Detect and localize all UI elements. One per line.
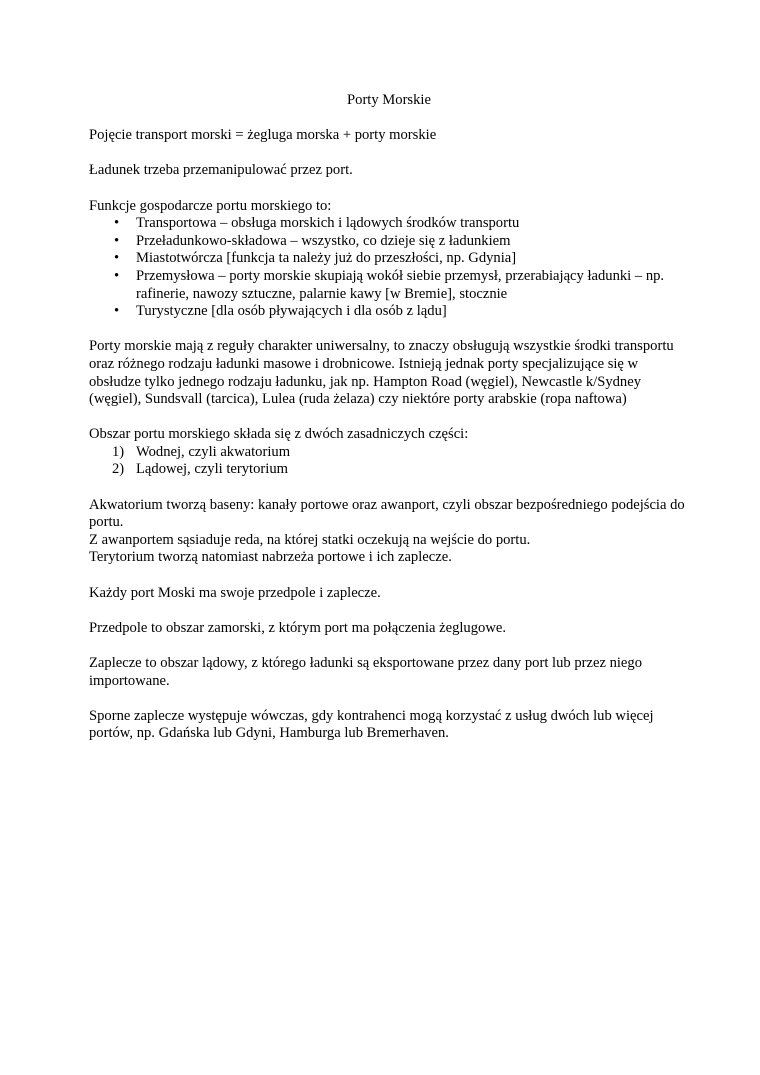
list-item <box>89 444 689 462</box>
list-number: 2) <box>112 461 125 478</box>
list-item <box>89 250 689 268</box>
bullet-icon: • <box>114 232 120 249</box>
list-item-text: Miastotwórcza [funkcja ta należy już do przeszłości, np. Gdynia] <box>136 250 517 267</box>
disputed-hinterland-paragraph: Sporne zaplecze występuje wówczas, gdy kontrahenci mogą korzystać z usług dwóch lub więcej portów, np. Gdańska lub Gdyni, Hamburga lub Bremerhaven. <box>89 707 654 742</box>
spacer <box>89 479 689 497</box>
spacer <box>89 637 689 655</box>
area-heading: Obszar portu morskiego składa się z dwóch zasadniczych części: <box>89 426 469 443</box>
bullet-icon: • <box>114 215 120 232</box>
functions-heading: Funkcje gospodarcze portu morskiego to: <box>89 197 332 214</box>
bullet-icon: • <box>114 267 120 284</box>
document-title: Porty Morskie <box>347 92 431 108</box>
list-item-text: Przeładunkowo-składowa – wszystko, co dzieje się z ładunkiem <box>136 232 511 249</box>
foreland-hinterland-paragraph: Każdy port Moski ma swoje przedpole i zaplecze. <box>89 584 381 601</box>
universal-paragraph: Porty morskie mają z reguły charakter uniwersalny, to znaczy obsługują wszystkie środki transportu oraz różnego rodzaju ładunki masowe i drobnicowe. Istnieją jednak porty specjalizujące się w obsłudze tylko jednego rodzaju ładunku, jak np. Hampton Road (węgiel), Newcastle k/Sydney (węgiel), Sundsvall (tarcica), Lulea (ruda żelaza) czy niektóre porty arabskie (ropa naftowa) <box>89 338 674 408</box>
akwatorium-paragraph: Akwatorium tworzą baseny: kanały portowe oraz awanport, czyli obszar bezpośredniego podejścia do portu. <box>89 496 685 531</box>
spacer <box>89 321 689 339</box>
foreland-definition: Przedpole to obszar zamorski, z którym port ma połączenia żeglugowe. <box>89 619 506 636</box>
bullet-icon: • <box>114 303 120 320</box>
list-item <box>89 215 689 233</box>
list-item-text: Wodnej, czyli akwatorium <box>136 443 291 460</box>
terytorium-paragraph: Terytorium tworzą natomiast nabrzeża portowe i ich zaplecze. <box>89 549 452 566</box>
area-parts-list <box>89 444 689 479</box>
list-item <box>89 233 689 251</box>
spacer <box>89 690 689 708</box>
list-number: 1) <box>112 443 125 460</box>
reda-paragraph: Z awanportem sąsiaduje reda, na której statki oczekują na wejście do portu. <box>89 531 531 548</box>
spacer <box>89 180 689 198</box>
spacer <box>89 567 689 585</box>
list-item-text: Turystyczne [dla osób pływających i dla osób z lądu] <box>136 303 447 320</box>
hinterland-definition: Zaplecze to obszar lądowy, z którego ładunki są eksportowane przez dany port lub przez niego importowane. <box>89 655 642 689</box>
spacer <box>89 145 689 163</box>
list-item-text: Lądowej, czyli terytorium <box>136 461 288 478</box>
definition-paragraph: Pojęcie transport morski = żegluga morska + porty morskie <box>89 127 437 144</box>
bullet-icon: • <box>114 250 120 267</box>
list-item-text: Przemysłowa – porty morskie skupiają wokół siebie przemysł, przerabiający ładunki – np. rafinerie, nawozy sztuczne, palarnie kawy [w Bremie], stocznie <box>136 267 665 302</box>
document-body <box>89 92 689 743</box>
spacer <box>89 110 689 128</box>
spacer <box>89 409 689 427</box>
spacer <box>89 602 689 620</box>
cargo-paragraph: Ładunek trzeba przemanipulować przez port. <box>89 162 353 179</box>
functions-list <box>89 215 689 321</box>
list-item <box>89 268 689 303</box>
list-item <box>89 461 689 479</box>
list-item <box>89 303 689 321</box>
list-item-text: Transportowa – obsługa morskich i lądowych środków transportu <box>136 215 520 232</box>
